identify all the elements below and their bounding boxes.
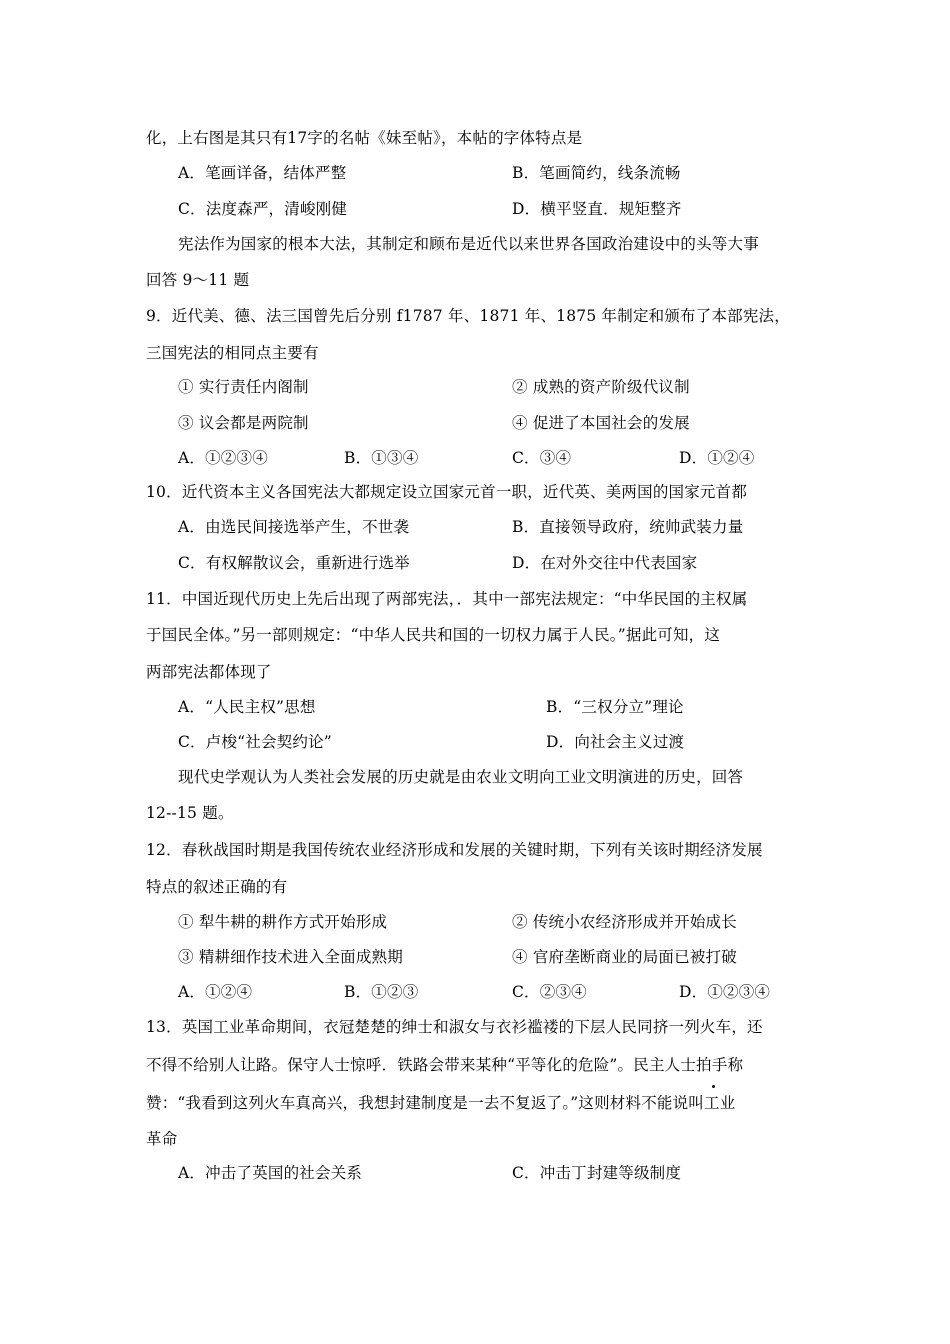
q10-option-b: B．直接领导政府，统帅武装力量	[512, 518, 744, 536]
q12-option-a: A．①②④	[178, 983, 253, 1001]
question-13-stem-line-4: 革命	[146, 1130, 178, 1148]
q9-option-d: D．①②④	[679, 449, 755, 467]
question-11-stem-line-2: 于国民全体。”另一部则规定：“中华人民共和国的一切权力属于人民。”据此可知，这	[146, 626, 721, 644]
question-11-stem-line-1: 11．中国近现代历史上先后出现了两部宪法，．其中一部宪法规定：“中华民国的主权属	[146, 590, 748, 608]
question-11-stem-line-3: 两部宪法都体现了	[146, 663, 272, 681]
q8-option-a: A．笔画详备，结体严整	[178, 164, 347, 182]
q9-statement-4: ④ 促进了本国社会的发展	[512, 414, 690, 432]
q12-statement-3: ③ 精耕细作技术进入全面成熟期	[178, 948, 403, 966]
q13-option-c: C．冲击丁封建等级制度	[512, 1164, 682, 1182]
q12-statement-1: ① 犁牛耕的耕作方式开始形成	[178, 913, 388, 931]
q12-option-c: C．②③④	[512, 983, 587, 1001]
q8-option-b: B．笔画简约，线条流畅	[512, 164, 681, 182]
q10-option-d: D．在对外交往中代表国家	[512, 554, 698, 572]
q12-option-d: D．①②③④	[679, 983, 771, 1001]
q11-option-d: D．向社会主义过渡	[546, 733, 685, 751]
question-12-stem-line-1: 12．春秋战国时期是我国传统农业经济形成和发展的关键时期，下列有关该时期经济发展	[146, 841, 763, 859]
q9-option-c: C．③④	[512, 449, 572, 467]
q12-statement-4: ④ 官府垄断商业的局面已被打破	[512, 948, 737, 966]
q9-statement-1: ① 实行责任内阁制	[178, 378, 309, 396]
q9-statement-3: ③ 议会都是两院制	[178, 414, 309, 432]
section-intro-2-line-1: 现代史学观认为人类社会发展的历史就是由农业文明向工业文明演进的历史，回答	[178, 768, 744, 786]
q10-option-a: A．由选民间接选举产生，不世袭	[178, 518, 410, 536]
question-13-stem-line-1: 13．英国工业革命期间，衣冠楚楚的绅士和淑女与衣衫褴褛的下层人民同挤一列火车，还	[146, 1018, 763, 1036]
q13-option-a: A．冲击了英国的社会关系	[178, 1164, 363, 1182]
question-9-stem-line-2: 三国宪法的相同点主要有	[146, 344, 319, 362]
q10-option-c: C．有权解散议会，重新进行选举	[178, 554, 410, 572]
q9-statement-2: ② 成熟的资产阶级代议制	[512, 378, 690, 396]
q12-statement-2: ② 传统小农经济形成并开始成长	[512, 913, 737, 931]
section-intro-line-2: 回答 9～11 题	[146, 271, 250, 289]
emphasis-dot	[712, 1085, 715, 1088]
question-10-stem: 10．近代资本主义各国宪法大都规定设立国家元首一职，近代英、美两国的国家元首都	[146, 483, 748, 501]
section-intro-2-line-2: 12--15 题。	[146, 804, 234, 822]
q9-option-a: A．①②③④	[178, 449, 268, 467]
question-8-continuation: 化，上右图是其只有17字的名帖《妹至帖》，本帖的字体特点是	[146, 129, 583, 147]
q11-option-a: A．“人民主权”思想	[178, 698, 316, 716]
question-13-stem-line-3: 赞：“我看到这列火车真高兴，我想封建制度是一去不复返了。”这则材料不能说叫工业	[146, 1094, 736, 1112]
q9-option-b: B．①③④	[344, 449, 419, 467]
q12-option-b: B．①②③	[344, 983, 419, 1001]
section-intro-line-1: 宪法作为国家的根本大法，其制定和顾布是近代以来世界各国政治建设中的头等大事	[178, 235, 759, 253]
question-13-stem-line-2: 不得不给别人让路。保守人士惊呼．铁路会带来某种“平等化的危险”。民主人士拍手称	[146, 1056, 744, 1074]
q8-option-d: D．横平竖直．规矩整齐	[512, 200, 682, 218]
q8-option-c: C．法度森严，清峻刚健	[178, 200, 348, 218]
q11-option-c: C．卢梭“社会契约论”	[178, 733, 332, 751]
question-9-stem-line-1: 9．近代美、德、法三国曾先后分别 f1787 年、1871 年、1875 年制定和颁布了本部宪法，	[146, 307, 790, 325]
question-12-stem-line-2: 特点的叙述正确的有	[146, 878, 288, 896]
q11-option-b: B．“三权分立”理论	[546, 698, 684, 716]
